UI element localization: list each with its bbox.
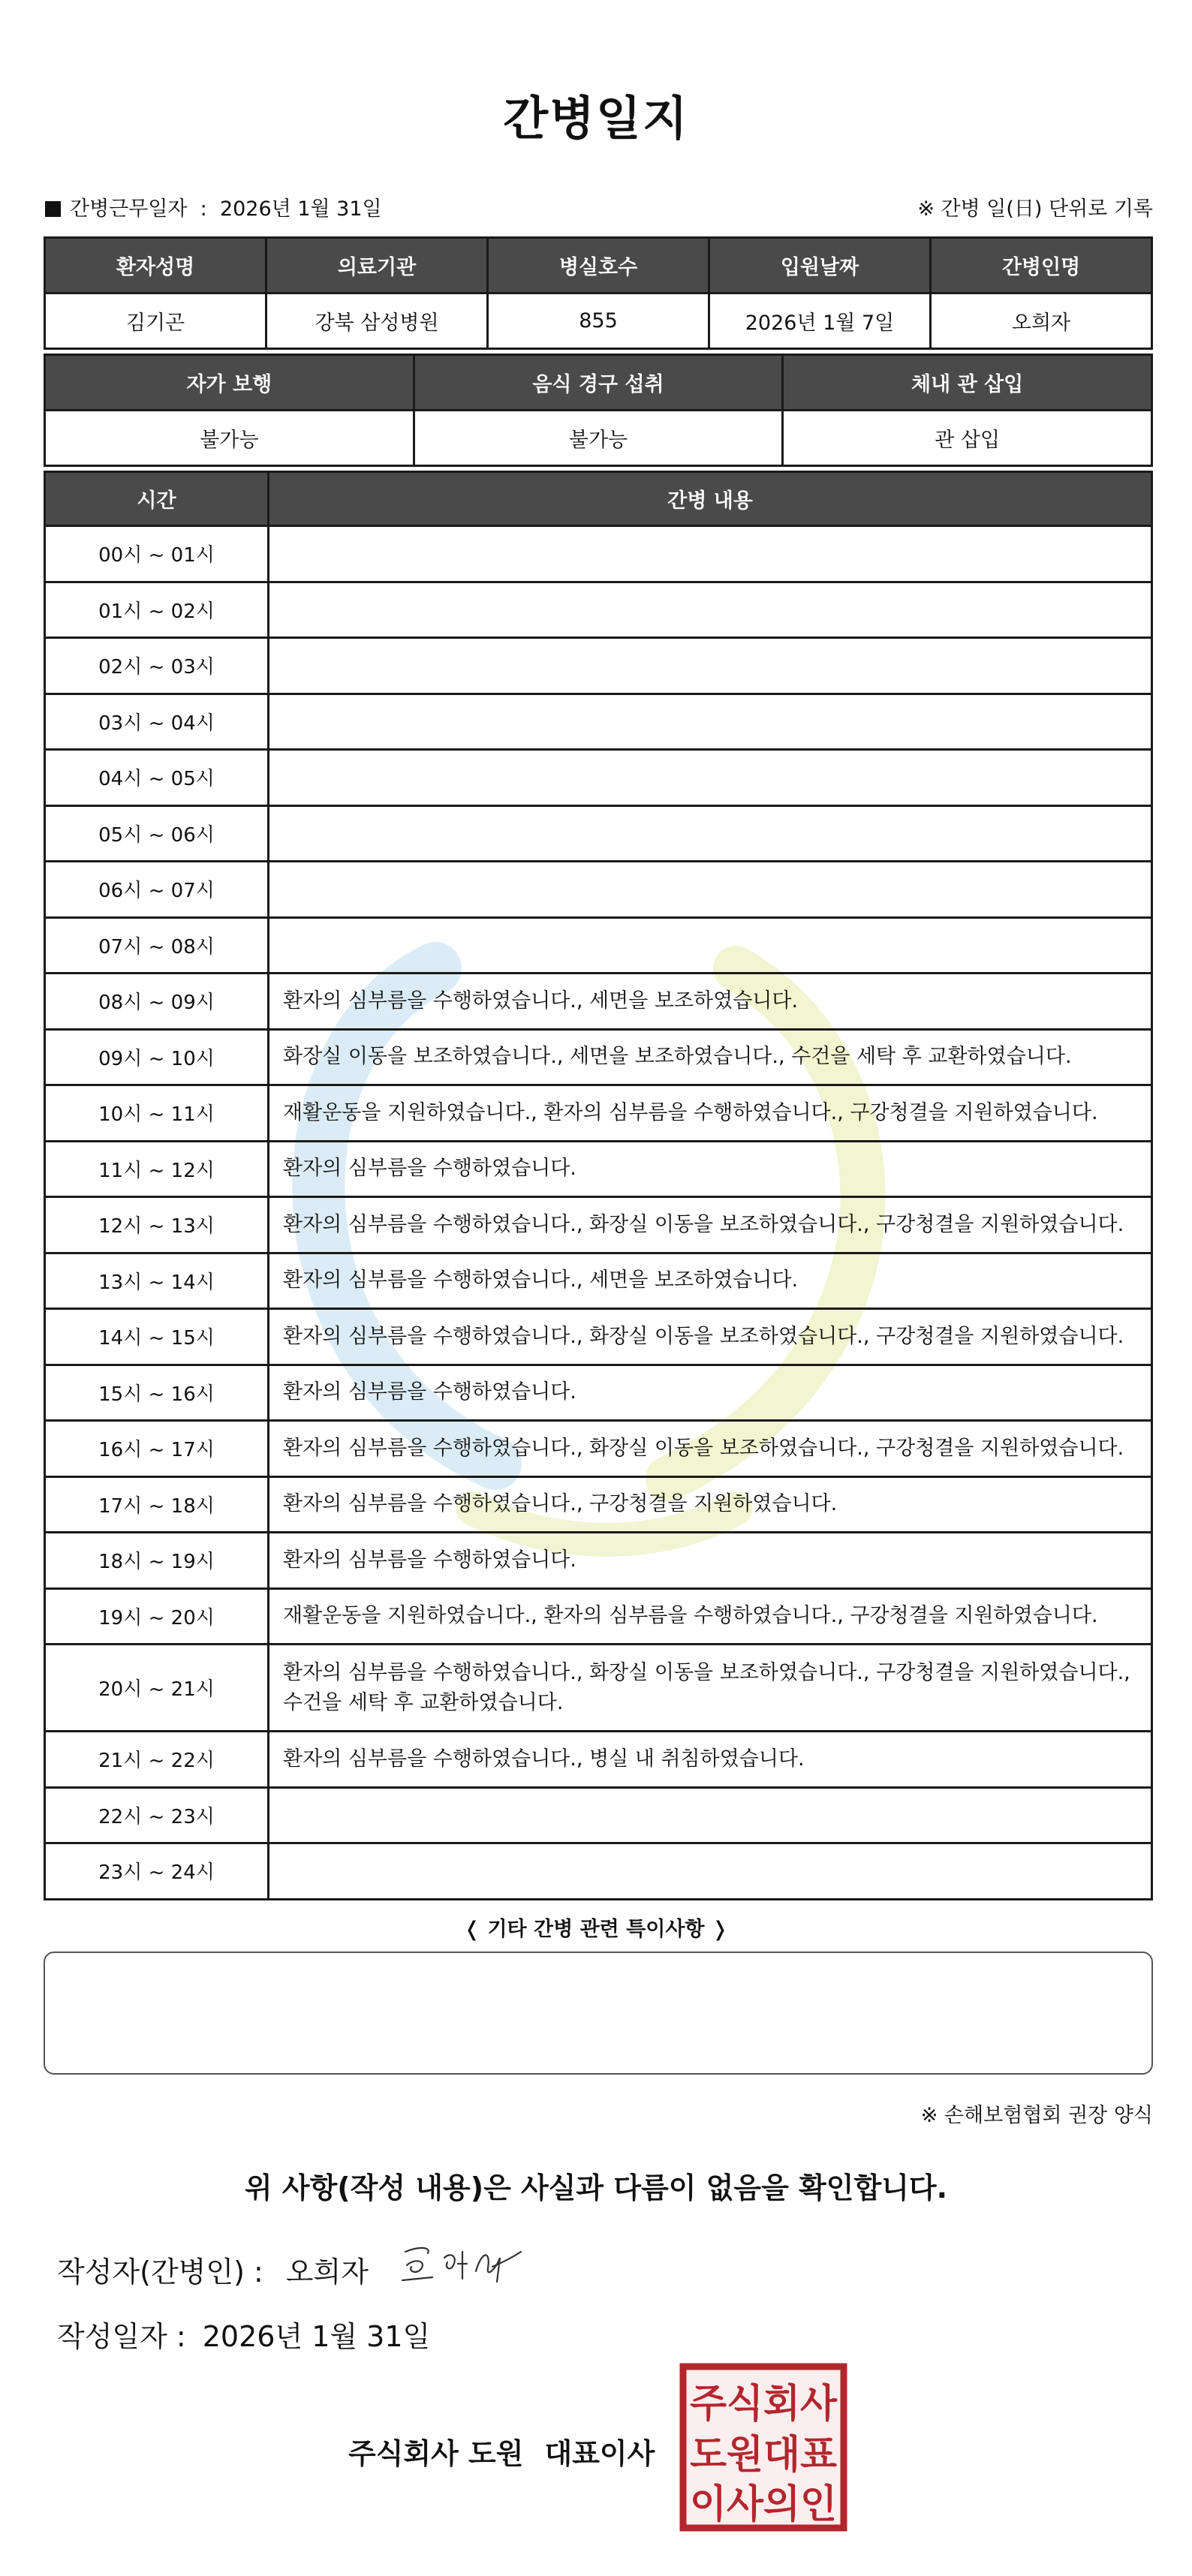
schedule-row xyxy=(45,1309,1152,1365)
work-date-value: 2026년 1월 31일 xyxy=(219,197,382,221)
header-admission-date: 입원날짜 xyxy=(709,238,931,293)
representative-title: 대표이사 xyxy=(544,2437,655,2470)
patient-status-table xyxy=(44,354,1153,467)
time-slot: 08시 ~ 09시 xyxy=(45,974,269,1030)
confirmation-statement: 위 사항(작성 내용)은 사실과 다름이 없음을 확인합니다. xyxy=(244,2171,948,2204)
care-note: 화장실 이동을 보조하였습니다., 세면을 보조하였습니다., 수건을 세탁 후 교환하였습니다. xyxy=(269,1029,1152,1085)
self-walking: 불가능 xyxy=(45,411,414,466)
schedule-row xyxy=(45,1588,1152,1645)
care-note xyxy=(269,582,1152,638)
schedule-row xyxy=(45,1421,1152,1477)
tube-insertion: 관 삽입 xyxy=(783,411,1152,466)
care-note xyxy=(269,750,1152,806)
time-slot: 09시 ~ 10시 xyxy=(45,1029,269,1085)
care-note: 환자의 심부름을 수행하였습니다., 병실 내 취침하였습니다. xyxy=(269,1732,1152,1788)
write-date-label: 작성일자 : xyxy=(57,2320,186,2353)
time-slot: 21시 ~ 22시 xyxy=(45,1732,269,1788)
schedule-row xyxy=(45,1085,1152,1142)
header-room-number: 병실호수 xyxy=(488,238,709,293)
care-note: 환자의 심부름을 수행하였습니다., 구강청결을 지원하였습니다. xyxy=(269,1476,1152,1533)
svg-text:도원대표: 도원대표 xyxy=(690,2433,837,2478)
time-slot: 05시 ~ 06시 xyxy=(45,805,269,862)
schedule-row xyxy=(45,1029,1152,1085)
schedule-row xyxy=(45,805,1152,862)
header-caregiver-name: 간병인명 xyxy=(931,238,1152,293)
schedule-row xyxy=(45,582,1152,638)
time-slot: 15시 ~ 16시 xyxy=(45,1365,269,1421)
remarks-box xyxy=(44,1952,1153,2075)
care-note: 환자의 심부름을 수행하였습니다., 세면을 보조하였습니다. xyxy=(269,974,1152,1030)
company-name: 주식회사 도원 xyxy=(348,2437,524,2470)
writer-label: 작성자(간병인) : xyxy=(57,2256,263,2289)
schedule-row xyxy=(45,1843,1152,1900)
company-seal-stamp xyxy=(679,2363,847,2532)
header-hospital: 의료기관 xyxy=(266,238,488,293)
schedule-row xyxy=(45,638,1152,694)
care-note: 환자의 심부름을 수행하였습니다. xyxy=(269,1533,1152,1589)
schedule-header-row xyxy=(45,472,1152,526)
time-slot: 07시 ~ 08시 xyxy=(45,917,269,974)
status-value-row xyxy=(45,411,1152,466)
time-slot: 03시 ~ 04시 xyxy=(45,694,269,750)
svg-text:이사의인: 이사의인 xyxy=(690,2482,837,2527)
patient-name: 김기곤 xyxy=(45,293,266,349)
time-slot: 14시 ~ 15시 xyxy=(45,1309,269,1365)
care-note: 환자의 심부름을 수행하였습니다., 세면을 보조하였습니다. xyxy=(269,1253,1152,1309)
schedule-row xyxy=(45,917,1152,974)
unit-note: ※ 간병 일(日) 단위로 기록 xyxy=(917,197,1153,221)
square-bullet-icon xyxy=(45,201,61,217)
info-header-row xyxy=(45,238,1152,293)
header-self-walking: 자가 보행 xyxy=(45,355,414,411)
writer-line xyxy=(57,2249,369,2290)
time-slot: 01시 ~ 02시 xyxy=(45,582,269,638)
writer-name: 오희자 xyxy=(285,2256,369,2289)
care-note: 환자의 심부름을 수행하였습니다., 화장실 이동을 보조하였습니다., 구강청결을 지원하였습니다. xyxy=(269,1421,1152,1477)
work-date-line xyxy=(45,192,382,221)
time-slot: 12시 ~ 13시 xyxy=(45,1197,269,1253)
header-tube-insertion: 체내 관 삽입 xyxy=(783,355,1152,411)
remarks-title: ❬ 기타 간병 관련 특이사항 ❭ xyxy=(463,1918,729,1941)
time-slot: 11시 ~ 12시 xyxy=(45,1141,269,1197)
document-title: 간병일지 xyxy=(503,91,689,146)
care-note xyxy=(269,917,1152,974)
header-care-content: 간병 내용 xyxy=(269,472,1152,526)
time-slot: 22시 ~ 23시 xyxy=(45,1787,269,1843)
care-note xyxy=(269,638,1152,694)
schedule-row xyxy=(45,1645,1152,1732)
care-note: 재활운동을 지원하였습니다., 환자의 심부름을 수행하였습니다., 구강청결을 지원하였습니다. xyxy=(269,1085,1152,1142)
write-date-value: 2026년 1월 31일 xyxy=(202,2320,431,2353)
caregiver-name: 오희자 xyxy=(931,293,1152,349)
header-time: 시간 xyxy=(45,472,269,526)
care-note: 재활운동을 지원하였습니다., 환자의 심부름을 수행하였습니다., 구강청결을 지원하였습니다. xyxy=(269,1588,1152,1645)
time-slot: 20시 ~ 21시 xyxy=(45,1645,269,1732)
schedule-row xyxy=(45,750,1152,806)
time-slot: 17시 ~ 18시 xyxy=(45,1476,269,1533)
schedule-row xyxy=(45,862,1152,918)
schedule-row xyxy=(45,694,1152,750)
svg-text:주식회사: 주식회사 xyxy=(690,2382,838,2427)
time-slot: 00시 ~ 01시 xyxy=(45,526,269,582)
status-header-row xyxy=(45,355,1152,411)
patient-info-table xyxy=(44,236,1153,350)
time-slot: 13시 ~ 14시 xyxy=(45,1253,269,1309)
schedule-row xyxy=(45,1197,1152,1253)
time-slot: 10시 ~ 11시 xyxy=(45,1085,269,1142)
schedule-row xyxy=(45,1476,1152,1533)
handwritten-signature xyxy=(398,2235,525,2295)
time-slot: 02시 ~ 03시 xyxy=(45,638,269,694)
care-note: 환자의 심부름을 수행하였습니다., 화장실 이동을 보조하였습니다., 구강청결을 지원하였습니다. xyxy=(269,1197,1152,1253)
time-slot: 04시 ~ 05시 xyxy=(45,750,269,806)
schedule-row xyxy=(45,1141,1152,1197)
info-value-row xyxy=(45,293,1152,349)
admission-date: 2026년 1월 7일 xyxy=(709,293,931,349)
room-number: 855 xyxy=(488,293,709,349)
schedule-row xyxy=(45,1732,1152,1788)
form-source-note: ※ 손해보험협회 권장 양식 xyxy=(920,2104,1153,2127)
time-slot: 23시 ~ 24시 xyxy=(45,1843,269,1900)
schedule-row xyxy=(45,1533,1152,1589)
care-schedule-table xyxy=(44,471,1153,1900)
care-note: 환자의 심부름을 수행하였습니다. xyxy=(269,1365,1152,1421)
time-slot: 19시 ~ 20시 xyxy=(45,1588,269,1645)
time-slot: 06시 ~ 07시 xyxy=(45,862,269,918)
time-slot: 16시 ~ 17시 xyxy=(45,1421,269,1477)
care-note xyxy=(269,805,1152,862)
header-oral-intake: 음식 경구 섭취 xyxy=(414,355,783,411)
care-note: 환자의 심부름을 수행하였습니다., 화장실 이동을 보조하였습니다., 구강청결을 지원하였습니다. xyxy=(269,1309,1152,1365)
hospital: 강북 삼성병원 xyxy=(266,293,488,349)
care-note xyxy=(269,694,1152,750)
care-note: 환자의 심부름을 수행하였습니다. xyxy=(269,1141,1152,1197)
write-date-line xyxy=(57,2313,430,2355)
work-date-separator: : xyxy=(200,197,207,221)
care-note xyxy=(269,1787,1152,1843)
oral-intake: 불가능 xyxy=(414,411,783,466)
schedule-row xyxy=(45,974,1152,1030)
schedule-row xyxy=(45,526,1152,582)
work-date-label: 간병근무일자 xyxy=(70,197,188,221)
schedule-row xyxy=(45,1787,1152,1843)
time-slot: 18시 ~ 19시 xyxy=(45,1533,269,1589)
care-note: 환자의 심부름을 수행하였습니다., 화장실 이동을 보조하였습니다., 구강청결을 지원하였습니다., 수건을 세탁 후 교환하였습니다. xyxy=(269,1645,1152,1732)
schedule-row xyxy=(45,1365,1152,1421)
header-patient-name: 환자성명 xyxy=(45,238,266,293)
care-note xyxy=(269,526,1152,582)
schedule-row xyxy=(45,1253,1152,1309)
care-note xyxy=(269,1843,1152,1900)
company-line xyxy=(348,2430,655,2472)
care-note xyxy=(269,862,1152,918)
